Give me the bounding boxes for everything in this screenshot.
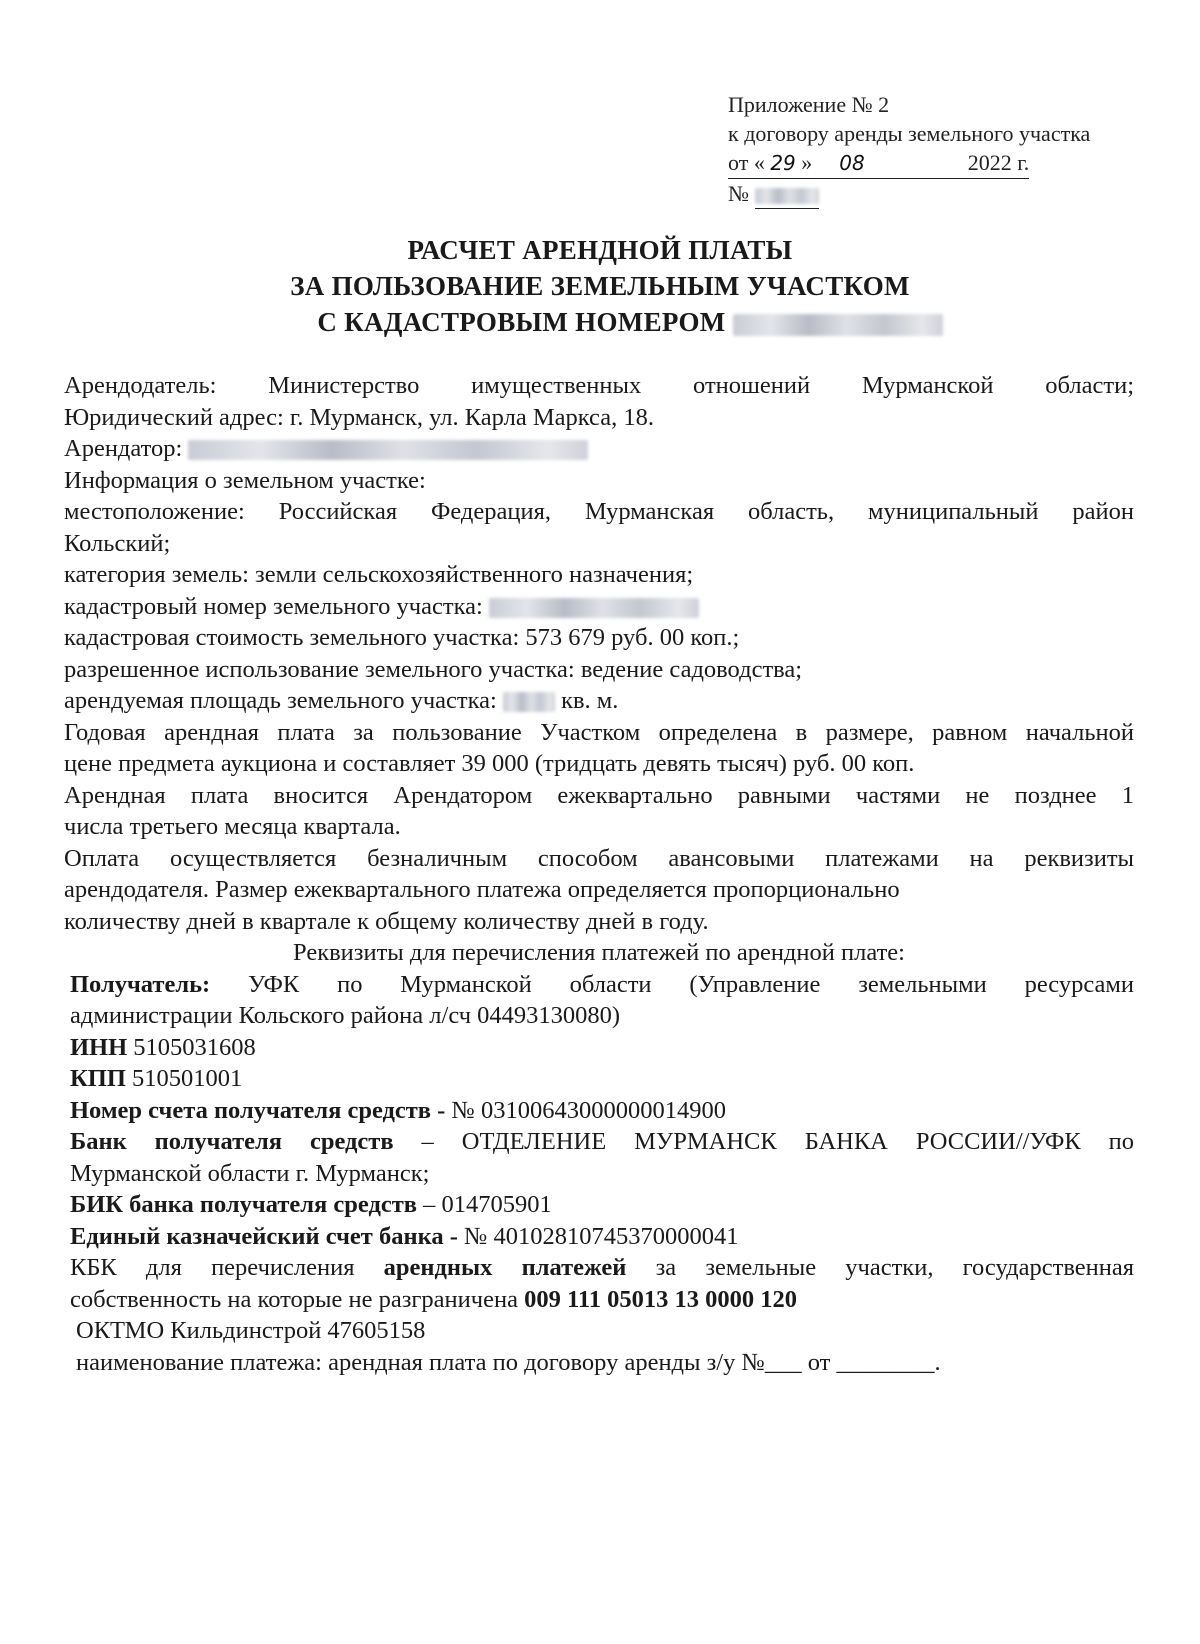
tenant-line bbox=[64, 433, 1134, 465]
payment-name-line: наименование платежа: арендная плата по договору аренды з/у №___ от ________. bbox=[76, 1348, 941, 1376]
number-prefix: № bbox=[728, 181, 749, 206]
kbk-suffix: за земельные участки, государственная bbox=[655, 1254, 1135, 1281]
account-value: № 03100643000000014900 bbox=[451, 1096, 726, 1124]
bank-line-2: Мурманской области г. Мурманск; bbox=[70, 1159, 430, 1187]
title-line-3 bbox=[0, 304, 1200, 340]
inn-line bbox=[64, 1032, 1134, 1064]
treasury-line bbox=[64, 1221, 1134, 1253]
oktmo-line: ОКТМО Кильдинстрой 47605158 bbox=[76, 1317, 426, 1344]
inn-label: ИНН bbox=[70, 1033, 128, 1061]
bank-line-1 bbox=[64, 1126, 1134, 1158]
date-day-handwritten: 29 bbox=[770, 151, 796, 175]
redacted-area bbox=[503, 692, 555, 712]
title-line-1: РАСЧЕТ АРЕНДНОЙ ПЛАТЫ bbox=[407, 235, 793, 265]
recipient-value: УФК по Мурманской области (Управление земельными ресурсами bbox=[248, 970, 1135, 998]
account-label: Номер счета получателя средств - bbox=[70, 1096, 446, 1124]
land-info-heading: Информация о земельном участке: bbox=[64, 466, 426, 494]
land-category: категория земель: земли сельскохозяйственного назначения; bbox=[64, 561, 694, 588]
payment-method-line-1: Оплата осуществляется безналичным способом авансовыми платежами на реквизиты bbox=[64, 844, 1134, 872]
title-line-2: ЗА ПОЛЬЗОВАНИЕ ЗЕМЕЛЬНЫМ УЧАСТКОМ bbox=[290, 271, 910, 301]
kbk-line-1 bbox=[64, 1252, 1134, 1284]
requisites-heading: Реквизиты для перечисления платежей по арендной плате: bbox=[293, 939, 905, 966]
tenant-label: Арендатор: bbox=[64, 435, 183, 462]
treasury-label: Единый казначейский счет банка - bbox=[70, 1222, 458, 1250]
appendix-contract-number bbox=[728, 179, 1090, 209]
redacted-contract-number bbox=[755, 188, 819, 204]
date-prefix: от « bbox=[728, 150, 765, 175]
kpp-label: КПП bbox=[70, 1065, 126, 1092]
kpp-value: 510501001 bbox=[132, 1065, 243, 1092]
redacted-cadastral-number-2 bbox=[489, 598, 699, 618]
bik-value: – 014705901 bbox=[423, 1191, 552, 1218]
recipient-line-1 bbox=[64, 969, 1134, 1001]
permitted-use-line: разрешенное использование земельного участка: ведение садоводства; bbox=[64, 655, 803, 683]
area-line bbox=[64, 685, 1134, 717]
quarterly-line-1: Арендная плата вносится Арендатором ежеквартально равными частями не позднее 1 bbox=[64, 781, 1134, 809]
kbk-code: 009 111 05013 13 0000 120 bbox=[524, 1285, 798, 1313]
payment-method-line-3: количеству дней в квартале к общему количеству дней в году. bbox=[64, 907, 709, 935]
location-line-1: местоположение: Российская Федерация, Мурманская область, муниципальный район bbox=[64, 498, 1134, 525]
appendix-header bbox=[728, 90, 1090, 209]
appendix-date bbox=[728, 148, 1090, 179]
date-month-handwritten: 08 bbox=[839, 151, 865, 175]
annual-rent-line-1: Годовая арендная плата за пользование Участком определена в размере, равном начальной bbox=[64, 718, 1134, 746]
appendix-contract-ref: к договору аренды земельного участка bbox=[728, 121, 1091, 146]
annual-rent-line-2: цене предмета аукциона и составляет 39 000 (тридцать девять тысяч) руб. 00 коп. bbox=[64, 750, 915, 777]
account-line bbox=[64, 1095, 1134, 1127]
area-label: арендуемая площадь земельного участка: bbox=[64, 687, 497, 714]
quarterly-line-2: числа третьего месяца квартала. bbox=[64, 813, 401, 840]
date-year: 2022 г. bbox=[967, 150, 1030, 175]
redacted-tenant-name bbox=[188, 440, 588, 460]
landlord-line-1: Арендодатель: Министерство имущественных отношений Мурманской области; bbox=[64, 372, 1134, 399]
area-unit: кв. м. bbox=[561, 687, 619, 714]
bank-label: Банк получателя средств bbox=[70, 1128, 394, 1155]
kbk-line-2-text: собственность на которые не разграничена bbox=[70, 1285, 518, 1313]
title-line-3-text: С КАДАСТРОВЫМ НОМЕРОМ bbox=[317, 307, 726, 337]
kbk-bold-text: арендных платежей bbox=[383, 1254, 627, 1281]
redacted-cadastral-number bbox=[733, 314, 943, 336]
cadastral-value-line: кадастровая стоимость земельного участка: 573 679 руб. 00 коп.; bbox=[64, 624, 740, 651]
inn-value: 5105031608 bbox=[133, 1033, 256, 1061]
bank-value: – ОТДЕЛЕНИЕ МУРМАНСК БАНКА РОССИИ//УФК по bbox=[421, 1128, 1134, 1155]
treasury-value: № 40102810745370000041 bbox=[463, 1222, 739, 1250]
date-quote-close: » bbox=[801, 150, 813, 175]
cadastral-number-line bbox=[64, 591, 1134, 623]
location-line-2: Кольский; bbox=[64, 529, 171, 557]
payment-method-line-2: арендодателя. Размер ежеквартального платежа определяется пропорционально bbox=[64, 876, 900, 903]
recipient-line-2: администрации Кольского района л/сч 04493130080) bbox=[70, 1002, 621, 1029]
kpp-line bbox=[64, 1063, 1134, 1095]
appendix-number: Приложение № 2 bbox=[728, 92, 890, 117]
landlord-line-2: Юридический адрес: г. Мурманск, ул. Карла Маркса, 18. bbox=[64, 403, 654, 431]
kbk-line-2 bbox=[64, 1284, 1134, 1316]
recipient-label: Получатель: bbox=[70, 970, 211, 998]
document-title bbox=[0, 232, 1200, 340]
cadastral-number-label: кадастровый номер земельного участка: bbox=[64, 592, 483, 620]
kbk-prefix: КБК для перечисления bbox=[70, 1254, 355, 1281]
bik-label: БИК банка получателя средств bbox=[70, 1191, 417, 1218]
document-body bbox=[64, 370, 1134, 1378]
bik-line bbox=[64, 1189, 1134, 1221]
